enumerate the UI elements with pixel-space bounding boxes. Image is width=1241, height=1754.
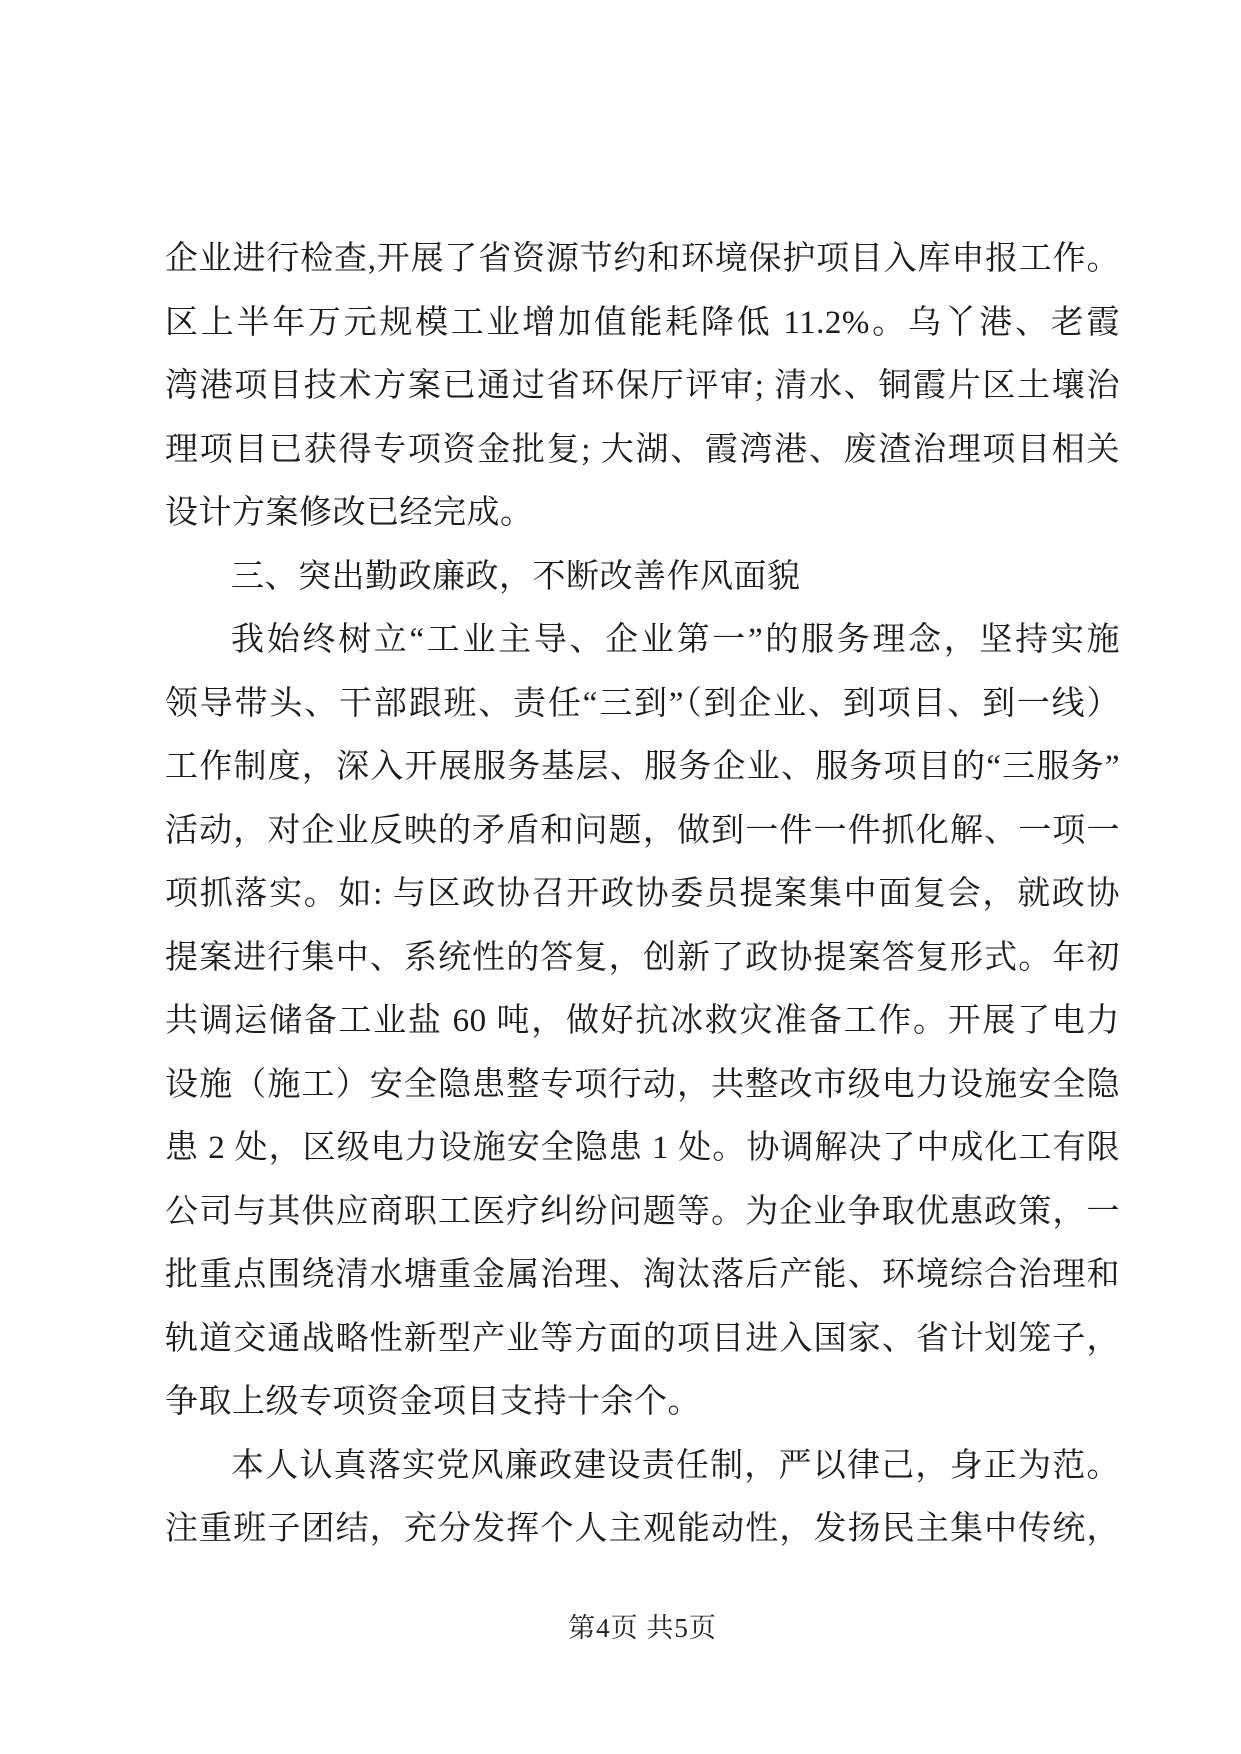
text-line: 批重点围绕清水塘重金属治理、淘汰落后产能、环境综合治理和 — [165, 1257, 1120, 1293]
text-line: 设计方案修改已经完成。 — [165, 495, 534, 531]
text-line: 湾港项目技术方案已通过省环保厅评审; 清水、铜霞片区土壤治 — [165, 368, 1120, 404]
text-line: 本人认真落实党风廉政建设责任制，严以律己，身正为范。 — [231, 1447, 1120, 1484]
text-line: 争取上级专项资金项目支持十余个。 — [165, 1384, 701, 1420]
text-line: 企业进行检查,开展了省资源节约和环境保护项目入库申报工作。 — [165, 241, 1120, 277]
text-line: 共调运储备工业盐 60 吨，做好抗冰救灾准备工作。开展了电力 — [165, 1003, 1120, 1039]
text-line: 区上半年万元规模工业增加值能耗降低 11.2%。乌丫港、老霞 — [165, 304, 1120, 341]
text-line: 提案进行集中、系统性的答复，创新了政协提案答复形式。年初 — [165, 939, 1120, 976]
text-line: 设施（施工）安全隐患整专项行动，共整改市级电力设施安全隐 — [165, 1066, 1120, 1103]
page-footer: 第4页 共5页 — [568, 1613, 717, 1643]
text-line: 项抓落实。如: 与区政协召开政协委员提案集中面复会，就政协 — [165, 876, 1120, 912]
text-line: 工作制度，深入开展服务基层、服务企业、服务项目的“三服务” — [165, 749, 1120, 785]
text-line: 轨道交通战略性新型产业等方面的项目进入国家、省计划笼子， — [165, 1320, 1120, 1357]
text-line: 公司与其供应商职工医疗纠纷问题等。为企业争取优惠政策，一 — [165, 1193, 1120, 1230]
text-line: 理项目已获得专项资金批复; 大湖、霞湾港、废渣治理项目相关 — [165, 431, 1120, 468]
section-heading: 三、突出勤政廉政，不断改善作风面貌 — [231, 558, 801, 595]
text-line: 患 2 处，区级电力设施安全隐患 1 处。协调解决了中成化工有限 — [165, 1130, 1120, 1166]
text-line: 注重班子团结，充分发挥个人主观能动性，发扬民主集中传统， — [165, 1511, 1120, 1547]
text-line: 活动，对企业反映的矛盾和问题，做到一件一件抓化解、一项一 — [165, 812, 1120, 849]
document-body — [165, 228, 1120, 1562]
text-line: 领导带头、干部跟班、责任“三到”（到企业、到项目、到一线） — [165, 685, 1120, 722]
text-line: 我始终树立“工业主导、企业第一”的服务理念，坚持实施 — [231, 622, 1120, 658]
